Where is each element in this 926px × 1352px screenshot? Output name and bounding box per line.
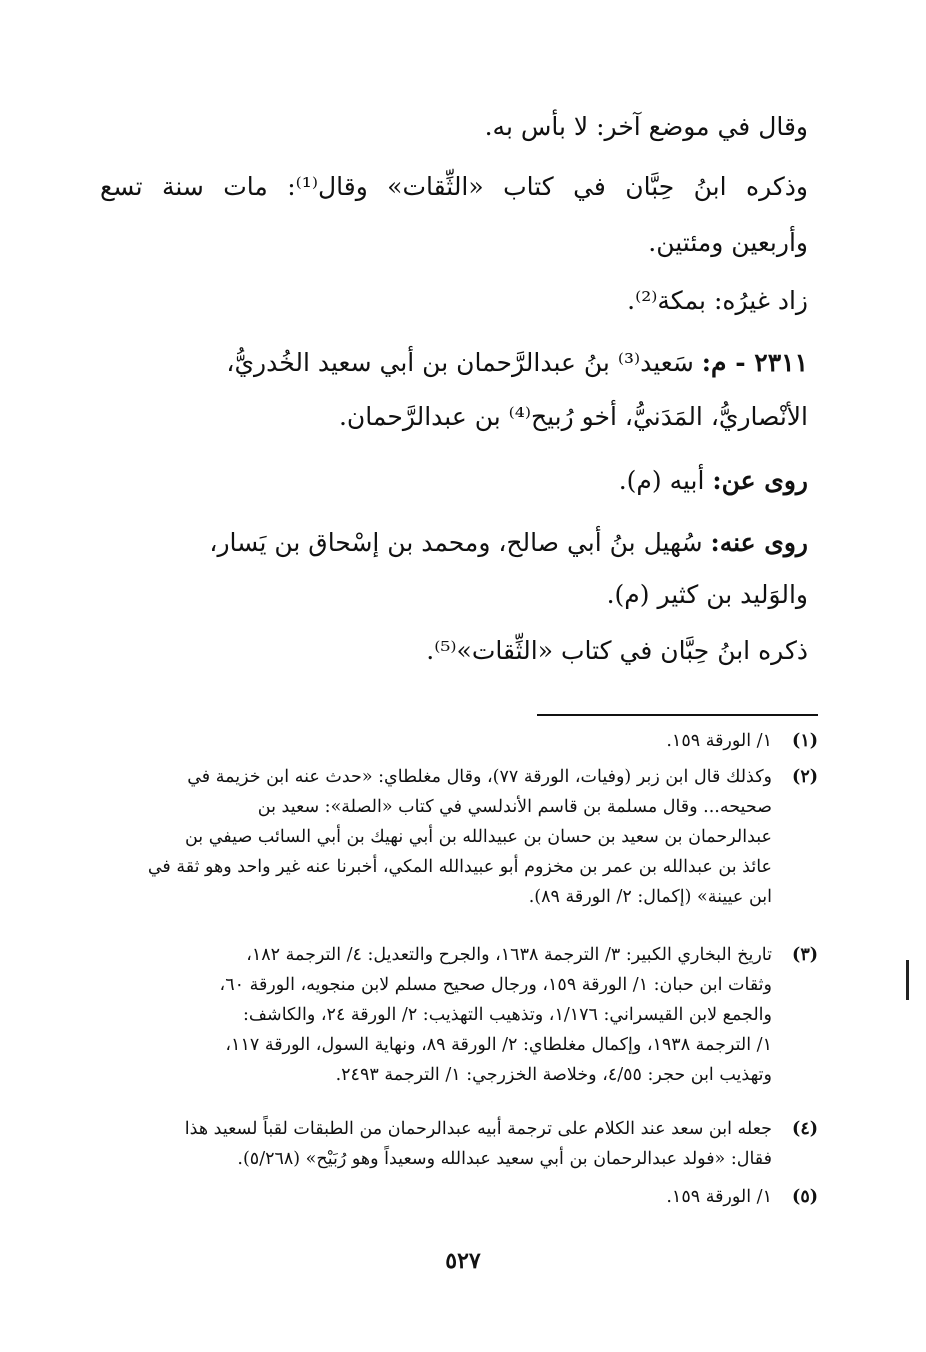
page-number: ٥٢٧ <box>445 1248 481 1274</box>
footnote-line: عائذ بن عبدالله بن عمر بن مخزوم أبو عبيدالله المكي، أخبرنا عنه غير واحد وهو ثقة في <box>147 857 772 877</box>
entry-name: سَعيد⁽³⁾ بنُ عبدالرَّحمان بن أبي سعيد الخُدريُّ، <box>226 348 694 377</box>
riwaya-an-text: أبيه (م). <box>618 466 705 495</box>
riwaya-anhu-label: روى عنه: <box>710 528 808 557</box>
footnote-line: والجمع لابن القيسراني: ١/١٧٦، وتذهيب التهذيب: ٢/ الورقة ٢٤، والكاشف: <box>243 1005 772 1025</box>
footnote-line: وتهذيب ابن حجر: ٤/٥٥، وخلاصة الخزرجي: ١/ الترجمة ٢٤٩٣. <box>335 1065 772 1085</box>
riwaya-an-label: روى عن: <box>712 466 808 495</box>
text-line: وذكره ابنُ حِبَّان في كتاب «الثِّقات» وقال⁽¹⁾: مات سنة تسع <box>100 172 808 201</box>
text-line: والوَليد بن كثير (م). <box>606 580 808 609</box>
footnote-line: جعله ابن سعد عند الكلام على ترجمة أبيه عبدالرحمان من الطبقات لقباً لسعيد هذا <box>184 1119 772 1139</box>
footnote-number: (٥) <box>792 1187 818 1207</box>
riwaya-anhu-line <box>100 516 808 570</box>
footnote-line: صحيحه... وقال مسلمة بن قاسم الأندلسي في كتاب «الصلة»: سعيد بن <box>257 797 772 817</box>
footnote-line: وكذلك قال ابن زبر (وفيات، الورقة ٧٧)، وقال مغلطاي: «حدث عنه ابن خزيمة في <box>187 767 772 787</box>
text-line: ذكره ابنُ حِبَّان في كتاب «الثِّقات»⁽⁵⁾. <box>426 636 808 665</box>
footnote-number: (٢) <box>792 767 818 787</box>
footnote-line: تاريخ البخاري الكبير: ٣/ الترجمة ١٦٣٨، والجرح والتعديل: ٤/ الترجمة ١٨٢، <box>246 945 772 965</box>
riwaya-anhu-text: سُهيل بنُ أبي صالح، ومحمد بن إسْحاق بن يَسار، <box>209 528 703 557</box>
text-line: الأنْصاريُّ، المَدَنيُّ، أخو رُبيح⁽⁴⁾ بن عبدالرَّحمان. <box>338 402 808 431</box>
footnote-number: (١) <box>792 731 818 751</box>
entry-first-line <box>100 336 808 390</box>
footnote-line: فقال: «فولد عبدالرحمان بن أبي سعيد عبدالله وسعيداً وهو رُبَيْح» (٥/٢٦٨). <box>237 1149 772 1169</box>
footnote-line: ١/ الورقة ١٥٩. <box>666 1187 772 1207</box>
footnote-number: (٣) <box>792 945 818 965</box>
footnote-line: عبدالرحمان بن سعيد بن حسان بن عبيدالله بن أبي نهيك بن أبي السائب صيفي بن <box>184 827 772 847</box>
margin-mark <box>906 960 909 1000</box>
footnote-line: ١/ الورقة ١٥٩. <box>666 731 772 751</box>
footnote-line: ١/ الترجمة ١٩٣٨، وإكمال مغلطاي: ٢/ الورقة ٨٩، ونهاية السول، الورقة ١١٧، <box>225 1035 772 1055</box>
text-line: وأربعين ومئتين. <box>648 228 808 257</box>
footnote-separator <box>537 714 818 716</box>
footnote-line: ابن عيينة» (إكمال: ٢/ الورقة ٨٩). <box>528 887 772 907</box>
footnote-line: وثقات ابن حبان: ١/ الورقة ١٥٩، ورجال صحيح مسلم لابن منجويه، الورقة ٦٠، <box>219 975 772 995</box>
text-line: زاد غيرُه: بمكة⁽²⁾. <box>627 286 808 315</box>
riwaya-an-line <box>100 454 808 508</box>
text-line: وقال في موضع آخر: لا بأس به. <box>484 112 808 141</box>
entry-header: ٢٣١١ - م: <box>701 348 808 377</box>
footnote-number: (٤) <box>792 1119 818 1139</box>
